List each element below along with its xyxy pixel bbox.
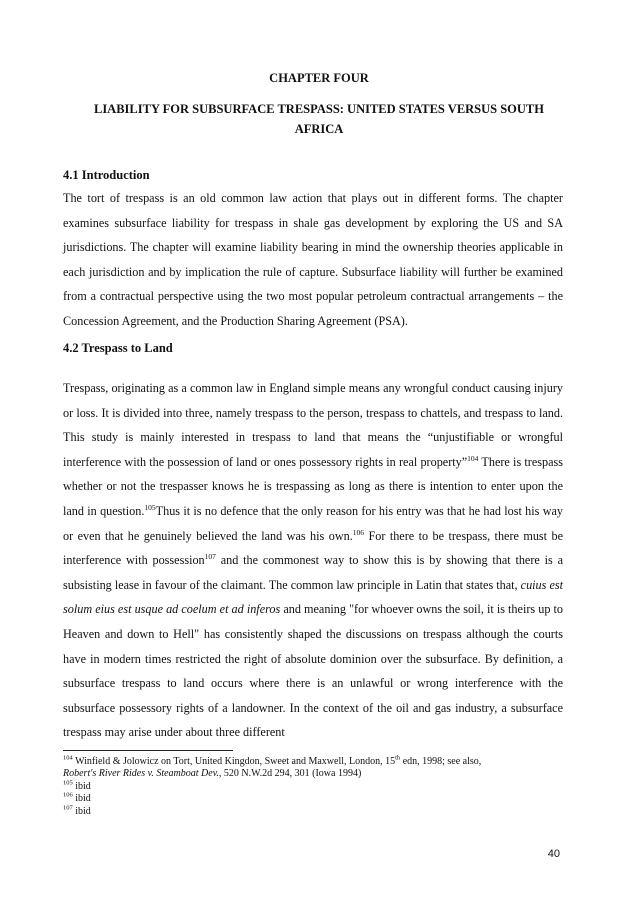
footnote-104 — [63, 756, 583, 768]
footnote-text: Winfield & Jolowicz on Tort, United Kingdon, Sweet and Maxwell, London, 15 — [72, 756, 396, 767]
footnote-104-continued — [63, 768, 583, 780]
trespass-text-1: Trespass, originating as a common law in England simple means any wrongful conduct causing injury or loss. It is divided into three, namely trespass to the person, trespass to chattels, and trespass to land. This study is mainly interested in trespass to land that means the “unjustifiable or wrongful interference with the possession of land or ones possessory rights in real property” — [63, 381, 563, 469]
chapter-label: CHAPTER FOUR — [269, 71, 369, 85]
footnote-105 — [63, 781, 583, 793]
footnote-text: ibid — [72, 805, 91, 817]
trespass-text-3: Thus it is no defence that the only reason for his entry was that he had lost his way or even that he genuinely believed the land was his own. — [63, 503, 563, 543]
section-heading-introduction: 4.1 Introduction — [63, 168, 150, 182]
footnote-text: edn, 1998; see also, — [400, 756, 482, 767]
case-name: Robert's River Rides v. Steamboat Dev. — [63, 768, 219, 780]
footnote-number: 105 — [63, 779, 73, 787]
trespass-text-6: and meaning "for whoever owns the soil, it is theirs up to Heaven and down to Hell" has consistently shaped the discussions on trespass although the courts have in modern times restricted the right of absolute dominion over the subsurface. By definition, a subsurface trespass to land occurs where there is an unlawful or wrong interference with the subsurface possessory rights of a landowner. In the context of the oil and gas industry, a subsurface trespass may arise under about three different — [63, 602, 563, 740]
footnote-ref-106: 106 — [352, 527, 365, 537]
footnotes — [63, 756, 583, 818]
trespass-text-4: For there to be trespass, there must be interference with possession — [63, 528, 563, 568]
chapter-title: LIABILITY FOR SUBSURFACE TRESPASS: UNITED STATES VERSUS SOUTH AFRICA — [93, 102, 544, 136]
footnote-ref-104: 104 — [467, 453, 479, 463]
footnote-ref-107: 107 — [204, 552, 216, 562]
footnote-107 — [63, 806, 583, 818]
trespass-text-2: There is trespass whether or not the trespasser knows he is trespassing as long as there is intention to enter upon the land in question. — [63, 454, 563, 518]
footnote-superscript: th — [395, 754, 401, 762]
footnote-106 — [63, 793, 583, 805]
introduction-paragraph: The tort of trespass is an old common law action that plays out in different forms. The chapter examines subsurface liability for trespass in shale gas development by exploring the US and SA jurisdictions. The chapter will examine liability bearing in mind the ownership theories applicable in each jurisdiction and by implication the rule of capture. Subsurface liability will further be examined from a contractual perspective using the two most popular petroleum contractual arrangements – the Concession Agreement, and the Production Sharing Agreement (PSA). — [63, 191, 563, 328]
page-number: 40 — [547, 848, 560, 860]
trespass-paragraph — [63, 376, 563, 745]
footnote-number: 107 — [63, 804, 73, 812]
footnote-number: 104 — [63, 754, 73, 762]
footnote-ref-105: 105 — [144, 502, 156, 512]
case-citation: , 520 N.W.2d 294, 301 (Iowa 1994) — [218, 768, 362, 780]
footnote-text: ibid — [72, 780, 91, 792]
latin-maxim: cuius est solum eius est usque ad coelum et ad inferos — [63, 577, 564, 617]
footnote-divider — [63, 750, 233, 751]
footnote-text: ibid — [72, 793, 91, 805]
footnote-number: 106 — [63, 791, 73, 799]
trespass-text-5: and the commonest way to show this is by showing that there is a subsisting lease in favour of the claimant. The common law principle in Latin that states that, — [63, 553, 563, 592]
section-heading-trespass-to-land: 4.2 Trespass to Land — [63, 341, 173, 355]
